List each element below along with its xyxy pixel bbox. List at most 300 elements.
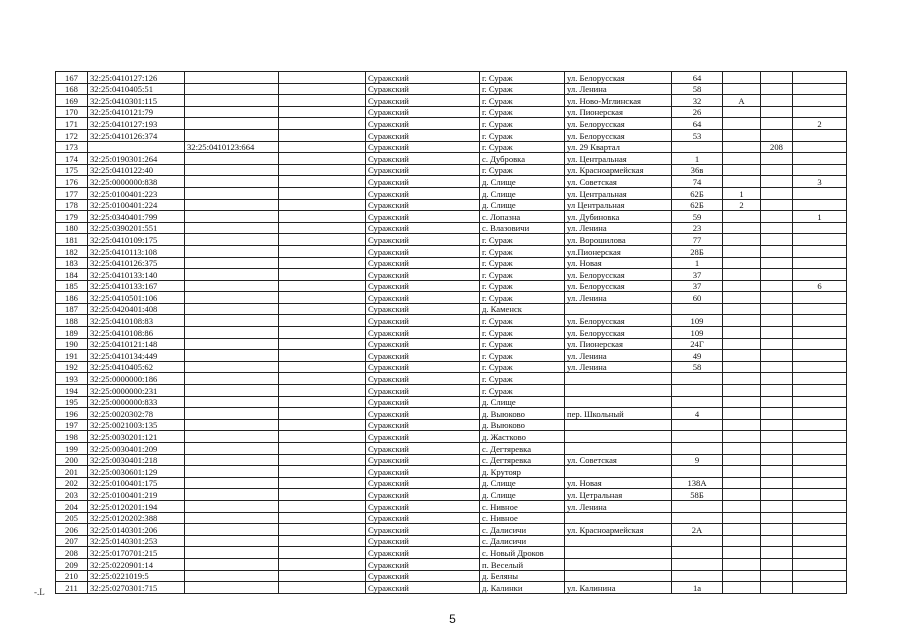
locality-cell: с. Влазовичи	[480, 222, 565, 234]
room-number-cell: 1	[793, 211, 847, 223]
district-cell: Суражский	[366, 350, 480, 362]
building-letter-cell	[723, 83, 761, 95]
locality-cell: с. Нивное	[480, 500, 565, 512]
apartment-number-cell	[761, 419, 793, 431]
blank-column-cell	[279, 547, 366, 559]
building-letter-cell	[723, 535, 761, 547]
building-letter-cell	[723, 222, 761, 234]
house-number-cell	[672, 466, 723, 478]
building-letter-cell: 1	[723, 187, 761, 199]
district-cell: Суражский	[366, 303, 480, 315]
building-letter-cell	[723, 373, 761, 385]
table-row	[56, 512, 847, 524]
apartment-number-cell	[761, 234, 793, 246]
cadastral-number-cell: 32:25:0410501:106	[88, 292, 185, 304]
table-row	[56, 350, 847, 362]
building-letter-cell	[723, 350, 761, 362]
table-body	[56, 72, 847, 594]
locality-cell: г. Сураж	[480, 106, 565, 118]
cadastral-number-cell: 32:25:0410109:175	[88, 234, 185, 246]
apartment-number-cell	[761, 466, 793, 478]
cadastral-number-cell: 32:25:0410405:51	[88, 83, 185, 95]
locality-cell: с. Дубровка	[480, 153, 565, 165]
cadastral-number-alt-cell	[185, 280, 279, 292]
locality-cell: г. Сураж	[480, 95, 565, 107]
cadastral-number-cell: 32:25:0410122:40	[88, 164, 185, 176]
room-number-cell	[793, 164, 847, 176]
district-cell: Суражский	[366, 222, 480, 234]
street-cell: ул. Ворошилова	[565, 234, 672, 246]
row-number-cell: 179	[56, 211, 88, 223]
row-number-cell: 186	[56, 292, 88, 304]
row-number-cell: 172	[56, 129, 88, 141]
building-letter-cell	[723, 211, 761, 223]
room-number-cell	[793, 129, 847, 141]
house-number-cell: 58Б	[672, 489, 723, 501]
building-letter-cell	[723, 431, 761, 443]
room-number-cell	[793, 141, 847, 153]
building-letter-cell	[723, 477, 761, 489]
cadastral-number-alt-cell	[185, 350, 279, 362]
blank-column-cell	[279, 535, 366, 547]
room-number-cell	[793, 512, 847, 524]
street-cell	[565, 373, 672, 385]
row-number-cell: 199	[56, 443, 88, 455]
row-number-cell: 189	[56, 327, 88, 339]
house-number-cell	[672, 396, 723, 408]
blank-column-cell	[279, 83, 366, 95]
house-number-cell	[672, 558, 723, 570]
row-number-cell: 167	[56, 72, 88, 84]
table-row	[56, 547, 847, 559]
locality-cell: г. Сураж	[480, 245, 565, 257]
cadastral-number-alt-cell	[185, 361, 279, 373]
building-letter-cell	[723, 582, 761, 594]
house-number-cell	[672, 303, 723, 315]
locality-cell: г. Сураж	[480, 234, 565, 246]
apartment-number-cell	[761, 489, 793, 501]
blank-column-cell	[279, 385, 366, 397]
locality-cell: с. Дегтяревка	[480, 443, 565, 455]
building-letter-cell	[723, 385, 761, 397]
cadastral-number-alt-cell	[185, 431, 279, 443]
cadastral-number-alt-cell	[185, 466, 279, 478]
cadastral-number-alt-cell	[185, 153, 279, 165]
row-number-cell: 191	[56, 350, 88, 362]
cadastral-number-alt-cell	[185, 106, 279, 118]
locality-cell: с. Новый Дроков	[480, 547, 565, 559]
locality-cell: с. Лопазна	[480, 211, 565, 223]
building-letter-cell	[723, 396, 761, 408]
street-cell: ул. Белорусская	[565, 72, 672, 84]
row-number-cell: 187	[56, 303, 88, 315]
room-number-cell	[793, 153, 847, 165]
table-row	[56, 443, 847, 455]
district-cell: Суражский	[366, 199, 480, 211]
apartment-number-cell	[761, 269, 793, 281]
blank-column-cell	[279, 431, 366, 443]
row-number-cell: 200	[56, 454, 88, 466]
apartment-number-cell	[761, 129, 793, 141]
building-letter-cell	[723, 164, 761, 176]
table-row	[56, 419, 847, 431]
cadastral-number-alt-cell	[185, 535, 279, 547]
district-cell: Суражский	[366, 234, 480, 246]
street-cell: ул. Ленина	[565, 292, 672, 304]
street-cell: ул. Ново-Мглинская	[565, 95, 672, 107]
table-row	[56, 535, 847, 547]
room-number-cell	[793, 269, 847, 281]
district-cell: Суражский	[366, 385, 480, 397]
table-row	[56, 83, 847, 95]
cadastral-number-cell: 32:25:0221019:5	[88, 570, 185, 582]
locality-cell: г. Сураж	[480, 315, 565, 327]
locality-cell: с. Дегтяревка	[480, 454, 565, 466]
building-letter-cell	[723, 303, 761, 315]
blank-column-cell	[279, 350, 366, 362]
row-number-cell: 168	[56, 83, 88, 95]
table-row	[56, 408, 847, 420]
cadastral-number-alt-cell	[185, 454, 279, 466]
room-number-cell	[793, 83, 847, 95]
row-number-cell: 183	[56, 257, 88, 269]
house-number-cell: 138А	[672, 477, 723, 489]
row-number-cell: 176	[56, 176, 88, 188]
table-row	[56, 524, 847, 536]
table-row	[56, 373, 847, 385]
table-row	[56, 315, 847, 327]
cadastral-number-cell: 32:25:0000000:838	[88, 176, 185, 188]
district-cell: Суражский	[366, 512, 480, 524]
street-cell: ул. Калинина	[565, 582, 672, 594]
table-row	[56, 245, 847, 257]
table-row	[56, 211, 847, 223]
table-row	[56, 153, 847, 165]
building-letter-cell	[723, 315, 761, 327]
room-number-cell	[793, 303, 847, 315]
cadastral-number-alt-cell	[185, 211, 279, 223]
apartment-number-cell: 208	[761, 141, 793, 153]
house-number-cell: 36в	[672, 164, 723, 176]
house-number-cell: 32	[672, 95, 723, 107]
house-number-cell: 109	[672, 327, 723, 339]
house-number-cell	[672, 500, 723, 512]
blank-column-cell	[279, 466, 366, 478]
table-row	[56, 187, 847, 199]
street-cell: ул.Пионерская	[565, 245, 672, 257]
cadastral-number-alt-cell	[185, 385, 279, 397]
apartment-number-cell	[761, 524, 793, 536]
apartment-number-cell	[761, 385, 793, 397]
street-cell: ул. Советская	[565, 454, 672, 466]
cadastral-number-alt-cell	[185, 570, 279, 582]
house-number-cell: 37	[672, 269, 723, 281]
building-letter-cell	[723, 269, 761, 281]
street-cell	[565, 443, 672, 455]
row-number-cell: 197	[56, 419, 88, 431]
table-row	[56, 106, 847, 118]
district-cell: Суражский	[366, 176, 480, 188]
cadastral-number-cell: 32:25:0000000:833	[88, 396, 185, 408]
cadastral-number-alt-cell	[185, 222, 279, 234]
cadastral-number-cell	[88, 141, 185, 153]
room-number-cell	[793, 338, 847, 350]
blank-column-cell	[279, 187, 366, 199]
street-cell: ул. Новая	[565, 257, 672, 269]
cadastral-number-alt-cell	[185, 118, 279, 130]
street-cell: ул Центральная	[565, 199, 672, 211]
locality-cell: г. Сураж	[480, 361, 565, 373]
building-letter-cell	[723, 129, 761, 141]
cadastral-number-cell: 32:25:0410127:193	[88, 118, 185, 130]
blank-column-cell	[279, 245, 366, 257]
room-number-cell	[793, 443, 847, 455]
street-cell: ул. Ленина	[565, 222, 672, 234]
building-letter-cell	[723, 524, 761, 536]
room-number-cell: 6	[793, 280, 847, 292]
row-number-cell: 206	[56, 524, 88, 536]
apartment-number-cell	[761, 222, 793, 234]
cadastral-number-cell: 32:25:0410133:167	[88, 280, 185, 292]
room-number-cell	[793, 396, 847, 408]
room-number-cell	[793, 431, 847, 443]
building-letter-cell	[723, 338, 761, 350]
house-number-cell	[672, 512, 723, 524]
room-number-cell	[793, 72, 847, 84]
building-letter-cell	[723, 570, 761, 582]
cadastral-number-alt-cell	[185, 199, 279, 211]
cadastral-number-alt-cell	[185, 234, 279, 246]
cadastral-number-alt-cell	[185, 558, 279, 570]
district-cell: Суражский	[366, 373, 480, 385]
apartment-number-cell	[761, 164, 793, 176]
house-number-cell: 28Б	[672, 245, 723, 257]
blank-column-cell	[279, 327, 366, 339]
apartment-number-cell	[761, 187, 793, 199]
district-cell: Суражский	[366, 164, 480, 176]
room-number-cell	[793, 466, 847, 478]
locality-cell: г. Сураж	[480, 118, 565, 130]
apartment-number-cell	[761, 292, 793, 304]
blank-column-cell	[279, 524, 366, 536]
house-number-cell: 59	[672, 211, 723, 223]
cadastral-number-alt-cell	[185, 408, 279, 420]
table-row	[56, 95, 847, 107]
margin-mark: -.L	[34, 587, 45, 597]
cadastral-number-cell: 32:25:0410121:148	[88, 338, 185, 350]
district-cell: Суражский	[366, 280, 480, 292]
street-cell	[565, 558, 672, 570]
street-cell: ул. Советская	[565, 176, 672, 188]
building-letter-cell	[723, 419, 761, 431]
district-cell: Суражский	[366, 443, 480, 455]
cadastral-number-alt-cell	[185, 83, 279, 95]
cadastral-number-alt-cell	[185, 327, 279, 339]
house-number-cell: 4	[672, 408, 723, 420]
street-cell: ул. Белорусская	[565, 129, 672, 141]
cadastral-number-cell: 32:25:0410301:115	[88, 95, 185, 107]
street-cell: ул. Белорусская	[565, 280, 672, 292]
house-number-cell	[672, 547, 723, 559]
apartment-number-cell	[761, 500, 793, 512]
row-number-cell: 174	[56, 153, 88, 165]
row-number-cell: 171	[56, 118, 88, 130]
cadastral-number-alt-cell: 32:25:0410123:664	[185, 141, 279, 153]
street-cell	[565, 431, 672, 443]
house-number-cell	[672, 535, 723, 547]
locality-cell: д. Жастково	[480, 431, 565, 443]
district-cell: Суражский	[366, 535, 480, 547]
street-cell	[565, 466, 672, 478]
row-number-cell: 175	[56, 164, 88, 176]
blank-column-cell	[279, 419, 366, 431]
cadastral-number-alt-cell	[185, 303, 279, 315]
district-cell: Суражский	[366, 396, 480, 408]
locality-cell: г. Сураж	[480, 257, 565, 269]
row-number-cell: 207	[56, 535, 88, 547]
locality-cell: с. Далисичи	[480, 535, 565, 547]
room-number-cell	[793, 315, 847, 327]
apartment-number-cell	[761, 431, 793, 443]
building-letter-cell: А	[723, 95, 761, 107]
street-cell: пер. Школьный	[565, 408, 672, 420]
building-letter-cell	[723, 489, 761, 501]
locality-cell: г. Сураж	[480, 269, 565, 281]
row-number-cell: 209	[56, 558, 88, 570]
cadastral-number-alt-cell	[185, 187, 279, 199]
blank-column-cell	[279, 95, 366, 107]
room-number-cell	[793, 95, 847, 107]
cadastral-number-alt-cell	[185, 512, 279, 524]
street-cell: ул. Белорусская	[565, 327, 672, 339]
cadastral-number-alt-cell	[185, 245, 279, 257]
blank-column-cell	[279, 582, 366, 594]
street-cell	[565, 385, 672, 397]
cadastral-number-cell: 32:25:0000000:186	[88, 373, 185, 385]
locality-cell: с. Далисичи	[480, 524, 565, 536]
blank-column-cell	[279, 129, 366, 141]
building-letter-cell	[723, 408, 761, 420]
cadastral-number-alt-cell	[185, 547, 279, 559]
blank-column-cell	[279, 443, 366, 455]
row-number-cell: 181	[56, 234, 88, 246]
room-number-cell	[793, 535, 847, 547]
table-row	[56, 396, 847, 408]
cadastral-number-cell: 32:25:0020302:78	[88, 408, 185, 420]
apartment-number-cell	[761, 361, 793, 373]
row-number-cell: 180	[56, 222, 88, 234]
cadastral-number-alt-cell	[185, 176, 279, 188]
street-cell: ул. Цетральная	[565, 489, 672, 501]
district-cell: Суражский	[366, 269, 480, 281]
cadastral-number-cell: 32:25:0270301:715	[88, 582, 185, 594]
street-cell	[565, 396, 672, 408]
apartment-number-cell	[761, 454, 793, 466]
row-number-cell: 208	[56, 547, 88, 559]
district-cell: Суражский	[366, 489, 480, 501]
blank-column-cell	[279, 396, 366, 408]
blank-column-cell	[279, 257, 366, 269]
blank-column-cell	[279, 292, 366, 304]
building-letter-cell: 2	[723, 199, 761, 211]
house-number-cell: 9	[672, 454, 723, 466]
row-number-cell: 190	[56, 338, 88, 350]
building-letter-cell	[723, 245, 761, 257]
cadastral-number-cell: 32:25:0100401:223	[88, 187, 185, 199]
district-cell: Суражский	[366, 211, 480, 223]
locality-cell: д. Слище	[480, 477, 565, 489]
house-number-cell: 1	[672, 153, 723, 165]
cadastral-number-alt-cell	[185, 338, 279, 350]
district-cell: Суражский	[366, 327, 480, 339]
cadastral-number-cell: 32:25:0410108:86	[88, 327, 185, 339]
apartment-number-cell	[761, 245, 793, 257]
blank-column-cell	[279, 500, 366, 512]
apartment-number-cell	[761, 396, 793, 408]
cadastral-number-cell: 32:25:0420401:408	[88, 303, 185, 315]
cadastral-number-cell: 32:25:0030401:209	[88, 443, 185, 455]
cadastral-number-cell: 32:25:0100401:224	[88, 199, 185, 211]
house-number-cell: 49	[672, 350, 723, 362]
page-number: 5	[449, 612, 456, 626]
cadastral-number-cell: 32:25:0190301:264	[88, 153, 185, 165]
district-cell: Суражский	[366, 83, 480, 95]
locality-cell: д. Слище	[480, 396, 565, 408]
district-cell: Суражский	[366, 106, 480, 118]
house-number-cell: 1а	[672, 582, 723, 594]
street-cell	[565, 547, 672, 559]
cadastral-number-cell: 32:25:0170701:215	[88, 547, 185, 559]
locality-cell: г. Сураж	[480, 385, 565, 397]
cadastral-number-cell: 32:25:0030401:218	[88, 454, 185, 466]
apartment-number-cell	[761, 95, 793, 107]
row-number-cell: 170	[56, 106, 88, 118]
cadastral-number-cell: 32:25:0410133:140	[88, 269, 185, 281]
apartment-number-cell	[761, 280, 793, 292]
district-cell: Суражский	[366, 129, 480, 141]
blank-column-cell	[279, 408, 366, 420]
blank-column-cell	[279, 512, 366, 524]
table-row	[56, 118, 847, 130]
district-cell: Суражский	[366, 408, 480, 420]
room-number-cell	[793, 477, 847, 489]
room-number-cell	[793, 373, 847, 385]
row-number-cell: 177	[56, 187, 88, 199]
district-cell: Суражский	[366, 95, 480, 107]
cadastral-number-alt-cell	[185, 315, 279, 327]
district-cell: Суражский	[366, 292, 480, 304]
house-number-cell: 1	[672, 257, 723, 269]
room-number-cell	[793, 257, 847, 269]
street-cell: ул. Новая	[565, 477, 672, 489]
house-number-cell: 58	[672, 361, 723, 373]
blank-column-cell	[279, 211, 366, 223]
street-cell: ул. Белорусская	[565, 315, 672, 327]
row-number-cell: 178	[56, 199, 88, 211]
street-cell: ул. Ленина	[565, 350, 672, 362]
row-number-cell: 203	[56, 489, 88, 501]
blank-column-cell	[279, 234, 366, 246]
house-number-cell: 64	[672, 118, 723, 130]
row-number-cell: 204	[56, 500, 88, 512]
room-number-cell	[793, 292, 847, 304]
registry-sheet	[55, 71, 847, 594]
row-number-cell: 194	[56, 385, 88, 397]
room-number-cell	[793, 500, 847, 512]
district-cell: Суражский	[366, 524, 480, 536]
building-letter-cell	[723, 454, 761, 466]
blank-column-cell	[279, 176, 366, 188]
